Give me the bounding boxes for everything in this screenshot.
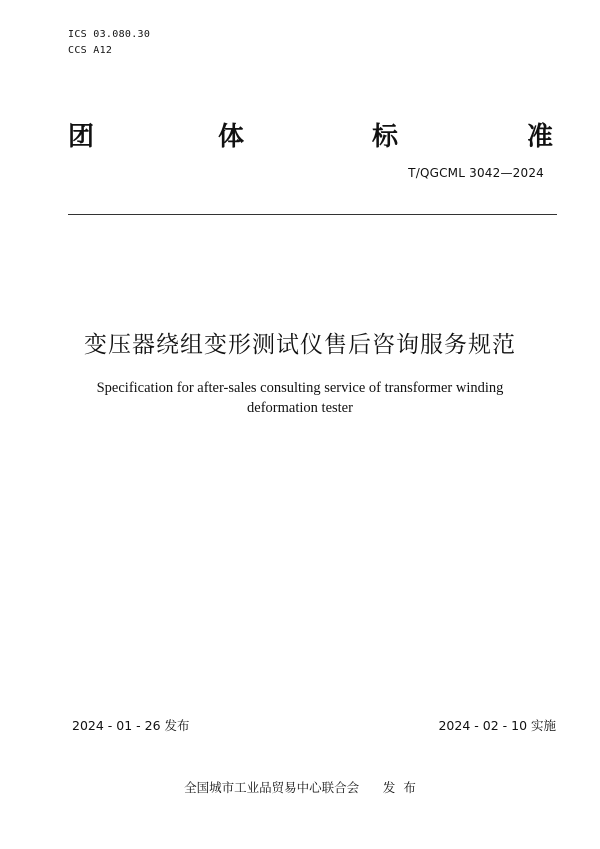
- document-title-zh: 变压器绕组变形测试仪售后咨询服务规范: [84, 332, 516, 358]
- standard-code: T/QGCML 3042—2024: [408, 166, 544, 180]
- standard-type-char-3: 标: [372, 122, 399, 152]
- issue-date: 2024 - 01 - 26 发布: [72, 718, 190, 733]
- publisher: 全国城市工业品贸易中心联合会 发 布: [184, 780, 416, 795]
- implementation-date: 2024 - 02 - 10 实施: [438, 718, 556, 733]
- ccs-code: CCS A12: [68, 45, 113, 56]
- ics-code: ICS 03.080.30: [68, 29, 151, 40]
- standard-type-char-1: 团: [68, 122, 95, 152]
- header-divider: [68, 214, 557, 215]
- standard-type-char-2: 体: [218, 122, 245, 152]
- document-title-en: Specification for after-sales consulting service of transformer winding deformation tester: [96, 380, 504, 416]
- standard-type-char-4: 准: [527, 122, 554, 152]
